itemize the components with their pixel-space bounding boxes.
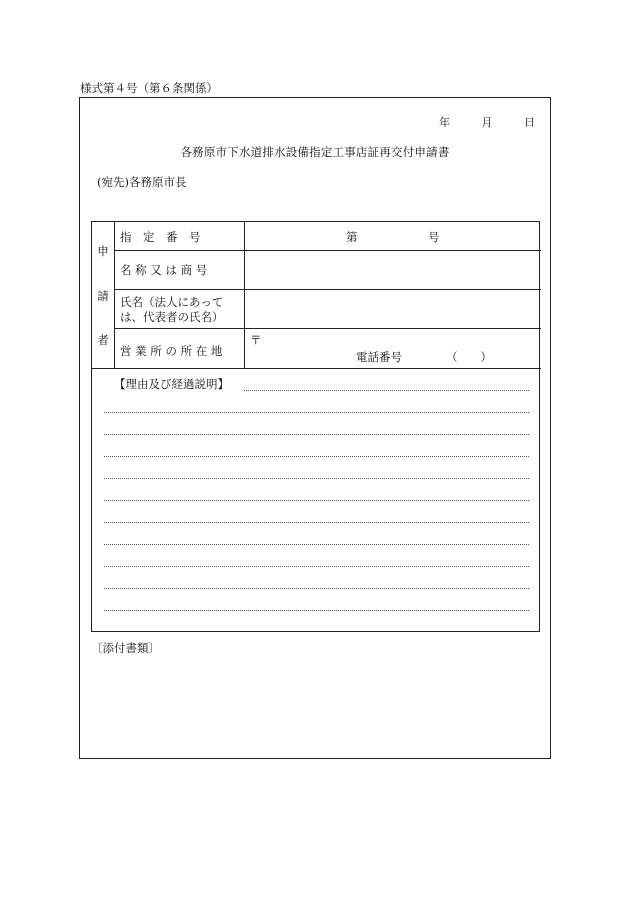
designation-number-label: 指 定 番 号 [120,230,201,244]
application-table [91,221,540,632]
form-number: 様式第４号（第６条関係） [80,81,218,95]
designation-suffix: 号 [428,230,440,244]
side-label-sei: 請 [97,289,109,303]
side-label-sha: 者 [97,333,109,347]
side-column-divider [114,222,115,368]
reason-textarea[interactable] [93,369,539,631]
addressee: (宛先)各務原市長 [97,175,187,189]
business-name-label: 名 称 又 は 商 号 [120,263,208,277]
person-name-label-line1: 氏名（法人にあって [120,295,224,309]
phone-parens: （ ） [446,350,492,364]
side-label-shin: 申 [97,244,109,258]
date-year-label: 年 [439,116,450,129]
attachments-label: 〔添付書類〕 [91,641,160,655]
date-row [411,114,535,130]
office-address-field[interactable] [245,329,540,367]
date-month-label: 月 [481,116,493,129]
office-address-label: 営 業 所 の 所 在 地 [120,344,223,358]
reason-label: 【理由及び経過説明】 [114,377,229,391]
business-name-field[interactable] [245,251,540,288]
document-title: 各務原市下水道排水設備指定工事店証再交付申請書 [180,145,450,159]
designation-prefix: 第 [346,230,358,244]
postal-mark: 〒 [250,333,262,347]
person-name-label-line2: は、代表者の氏名） [120,310,224,324]
date-day-label: 日 [524,116,535,129]
phone-label: 電話番号 [356,350,402,364]
person-name-field[interactable] [245,290,540,327]
